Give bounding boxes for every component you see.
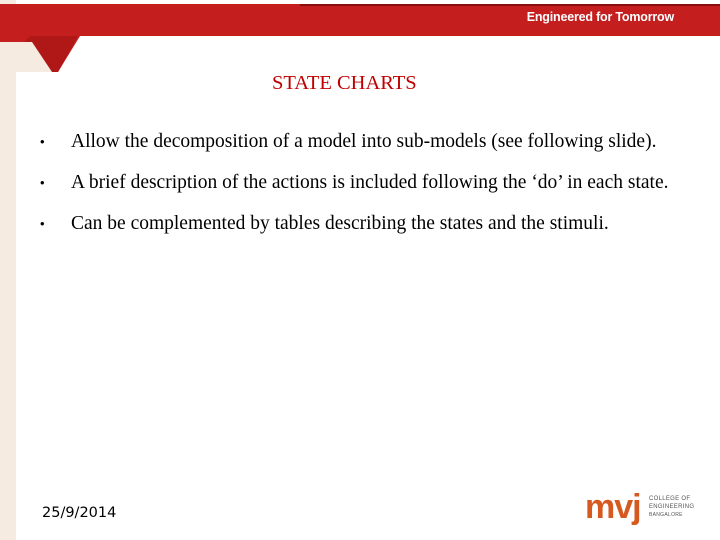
slide-title: STATE CHARTS	[272, 72, 417, 94]
bullet-text: Can be complemented by tables describing the states and the stimuli.	[71, 213, 609, 234]
left-side-strip	[0, 0, 16, 540]
logo-line: BANGALORE	[649, 512, 683, 518]
college-logo	[585, 488, 705, 528]
bullet-item	[40, 130, 676, 153]
logo-line: ENGINEERING	[649, 504, 695, 510]
bullet-item	[40, 212, 676, 235]
tagline: Engineered for Tomorrow	[526, 10, 674, 24]
logo-line: COLLEGE OF	[649, 496, 691, 502]
bullet-icon: •	[40, 134, 45, 149]
bullet-text: A brief description of the actions is included following the ‘do’ in each state.	[71, 172, 669, 193]
bullet-icon: •	[40, 216, 45, 231]
logo-mark: mvj	[585, 488, 641, 526]
footer-date: 25/9/2014	[42, 505, 117, 521]
bullet-list	[40, 130, 676, 253]
bullet-item	[40, 171, 676, 194]
header-top-rule	[300, 4, 720, 6]
bullet-icon: •	[40, 175, 45, 190]
bullet-text: Allow the decomposition of a model into sub-models (see following slide).	[71, 131, 657, 152]
